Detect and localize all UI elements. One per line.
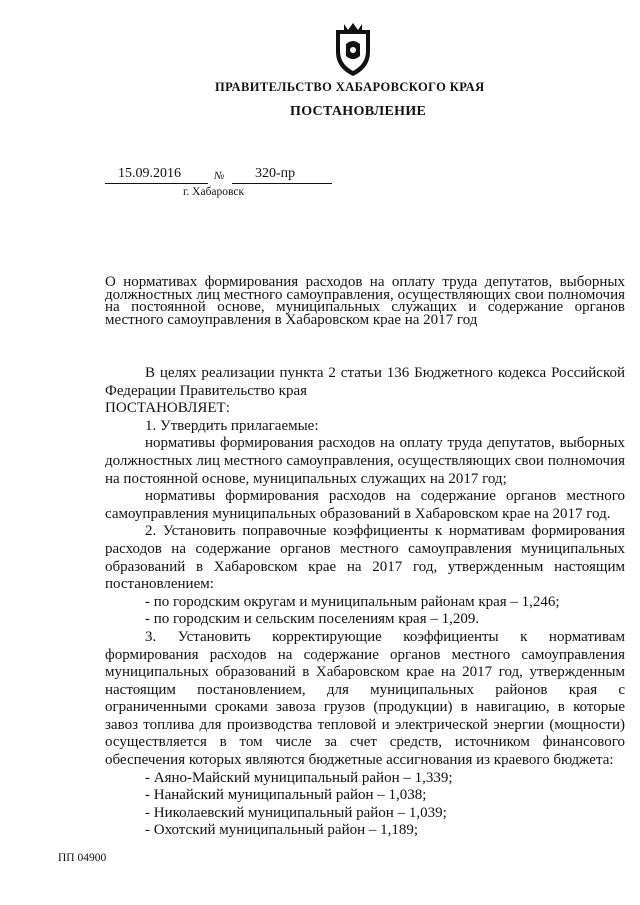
document-date: 15.09.2016 — [118, 166, 181, 181]
document-city: г. Хабаровск — [183, 186, 245, 198]
paragraph-3: 3. Установить корректирующие коэффициенты к нормативам формирования расходов на содержание органов местного самоуправления муниципальных образований в Хабаровском крае на 2017 год, утвержденным настоящим постановлением, для муниципальных районов края с ограниченными сроками завоза грузов (продукции) в навигацию, в которые завоз топлива для производства тепловой и электрической энергии (мощности) осуществляется в том числе за счет средств, источником финансового обеспечения которых являются бюджетные ассигнования из краевого бюджета: — [105, 628, 625, 769]
document-type: ПОСТАНОВЛЕНИЕ — [290, 104, 427, 119]
list-item: - Охотский муниципальный район – 1,189; — [145, 822, 419, 839]
document-body — [105, 365, 625, 840]
number-sign: № — [214, 170, 225, 182]
paragraph-1b: нормативы формирования расходов на содержание органов местного самоуправления муниципальных образований в Хабаровском крае на 2017 год. — [105, 488, 625, 522]
coat-of-arms-icon — [330, 20, 376, 78]
list-item: - по городским округам и муниципальным районам края – 1,246; — [145, 593, 560, 610]
paragraph-1a: нормативы формирования расходов на оплату труда депутатов, выборных должностных лиц местного самоуправления, осуществляющих свои полномочия на постоянной основе, муниципальных служащих на 2017 год; — [105, 435, 625, 487]
intro-paragraph: В целях реализации пункта 2 статьи 136 Бюджетного кодекса Российской Федерации Правительство края — [105, 365, 625, 399]
list-item: - Нанайский муниципальный район – 1,038; — [145, 787, 427, 804]
document-title: О нормативах формирования расходов на оплату труда депутатов, выборных должностных лиц местного самоуправления, осуществляющих свои полномочия на постоянной основе, муниципальных служащих и содержание органов местного самоуправления в Хабаровском крае на 2017 год — [105, 274, 625, 328]
resolves-heading: ПОСТАНОВЛЯЕТ: — [105, 400, 230, 417]
document-number: 320-пр — [255, 166, 296, 181]
list-item: - Аяно-Майский муниципальный район – 1,339; — [145, 769, 453, 786]
list-item: - по городским и сельским поселениям края – 1,209. — [145, 611, 480, 628]
organization-name: ПРАВИТЕЛЬСТВО ХАБАРОВСКОГО КРАЯ — [215, 80, 485, 94]
paragraph-1: 1. Утвердить прилагаемые: — [145, 417, 319, 434]
paragraph-2: 2. Установить поправочные коэффициенты к нормативам формирования расходов на содержание органов местного самоуправления муниципальных образований в Хабаровском крае на 2017 год, утвержденным настоящим постановлением: — [105, 523, 625, 593]
list-item: - Николаевский муниципальный район – 1,039; — [145, 804, 447, 821]
footer-code: ПП 04900 — [58, 852, 107, 864]
